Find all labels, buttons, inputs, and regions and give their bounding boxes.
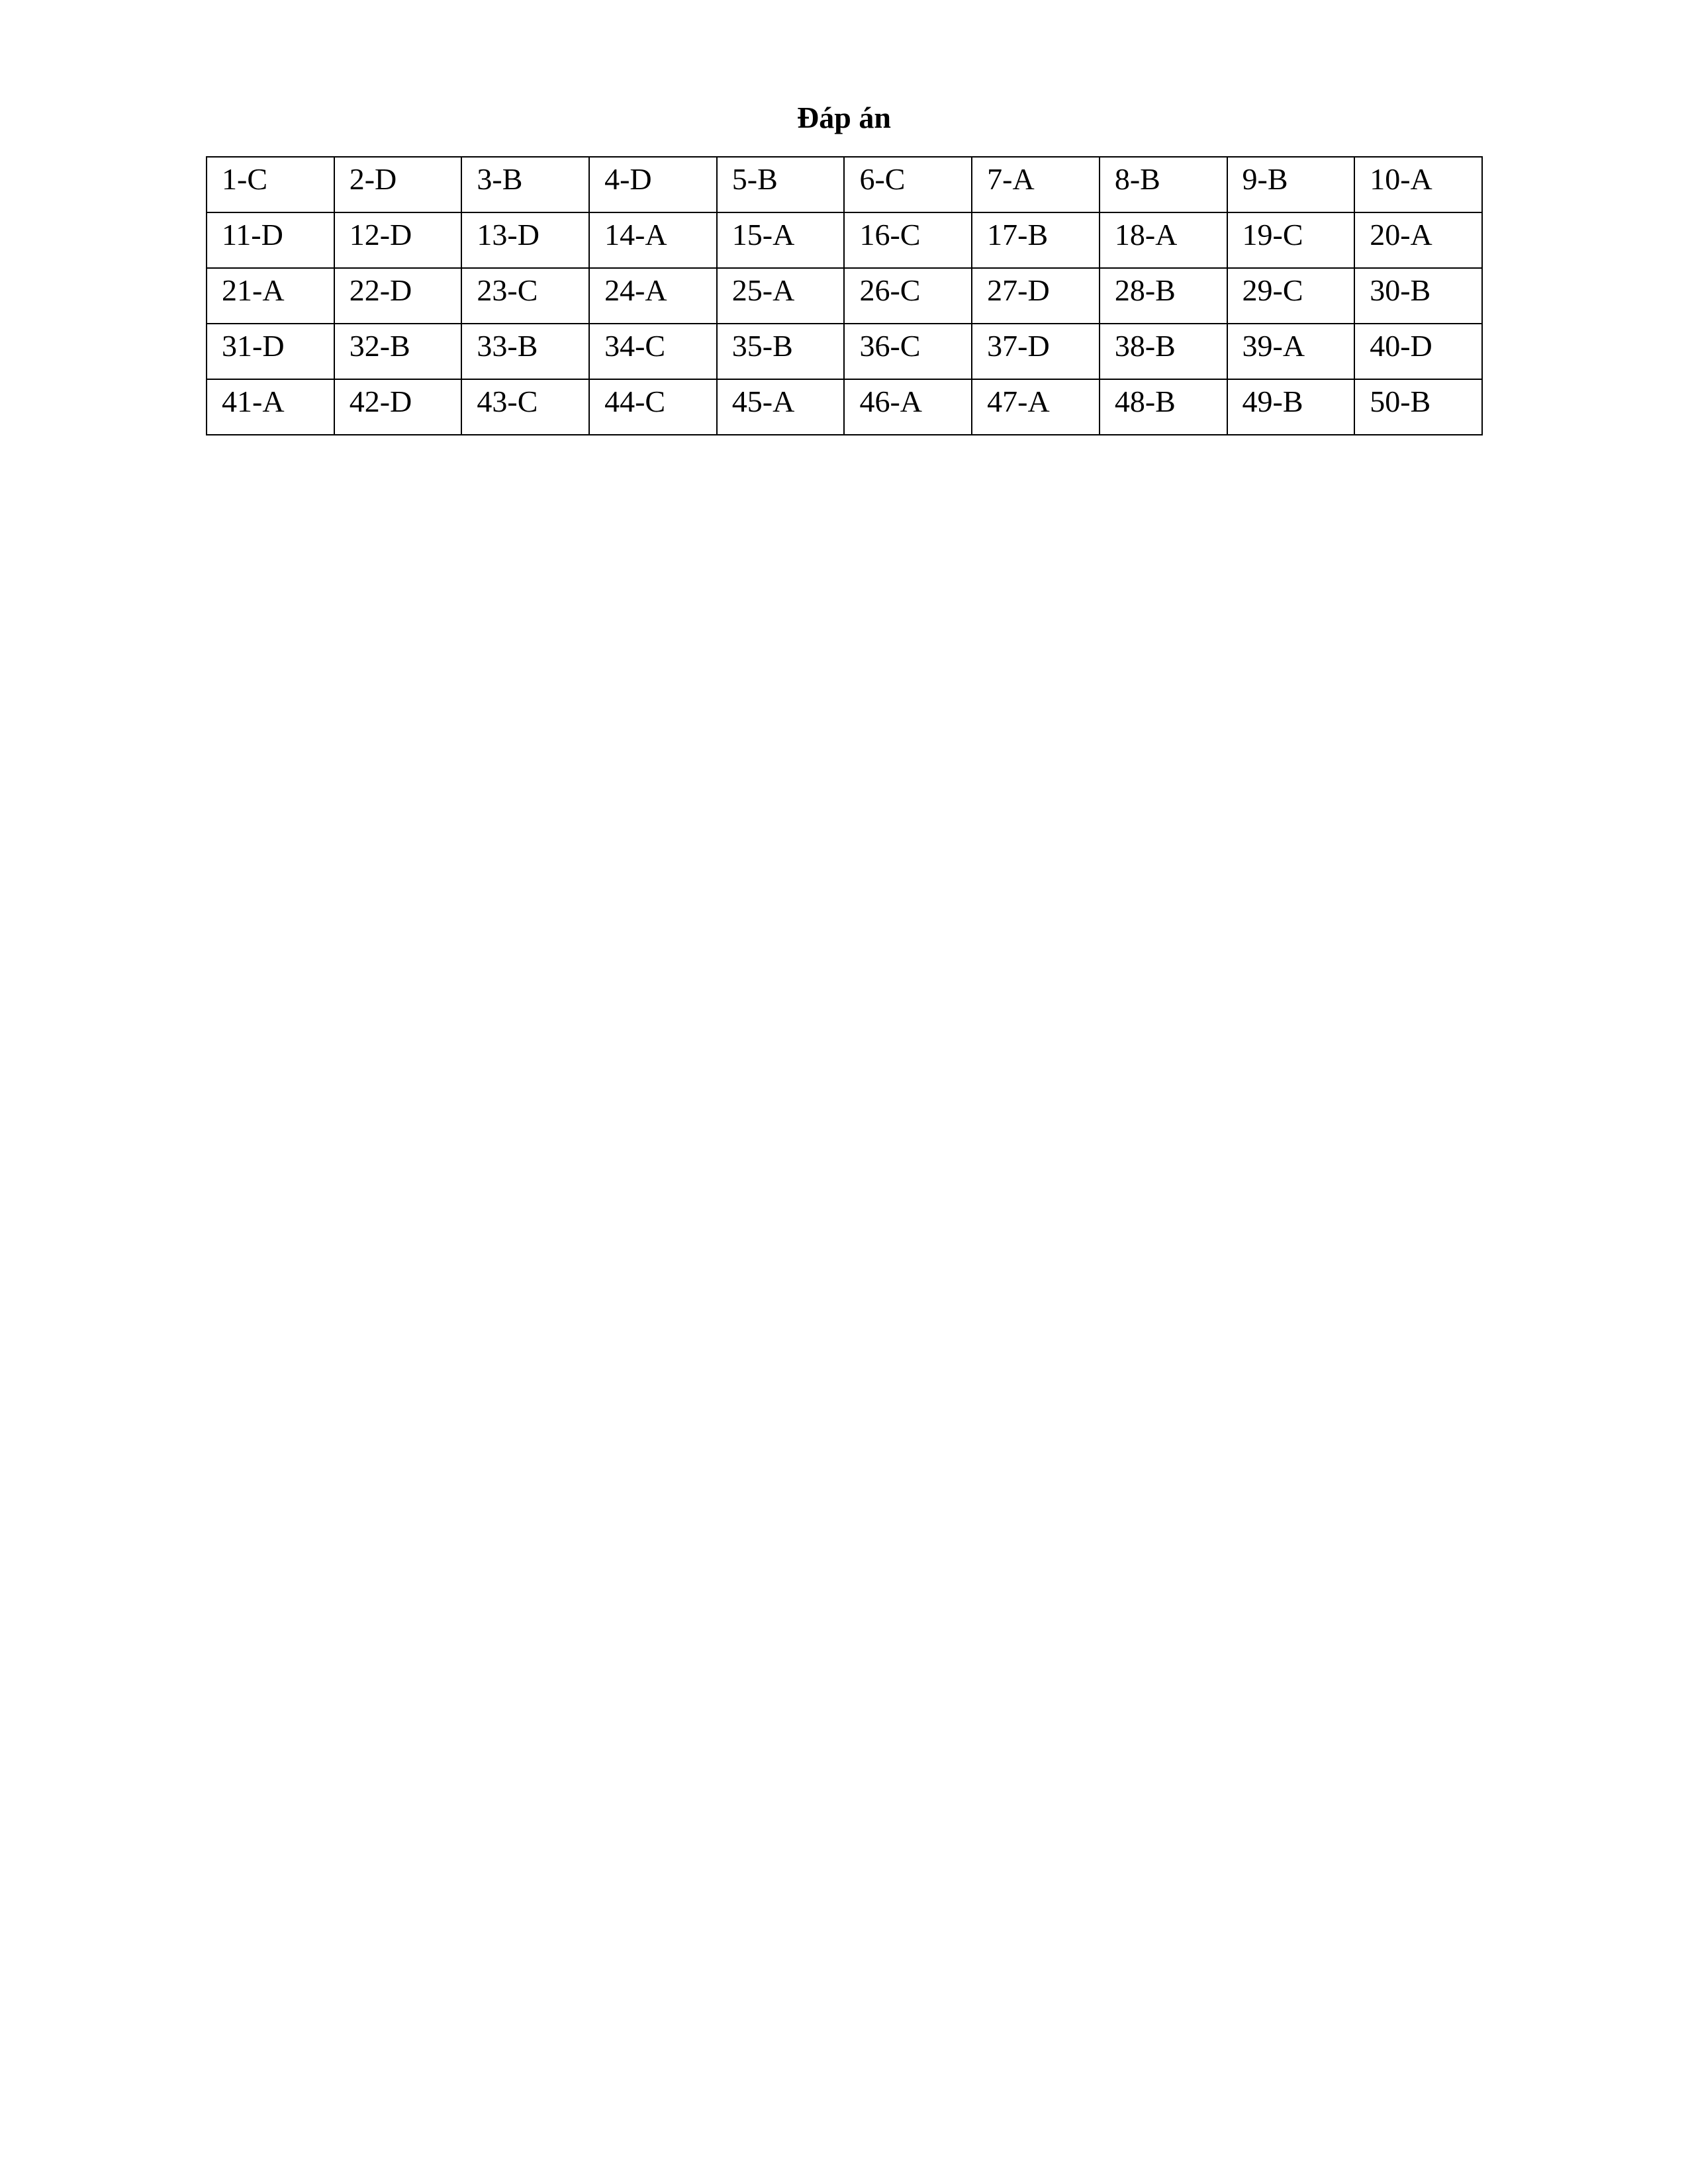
answer-cell: 12-D xyxy=(334,212,462,268)
answer-cell: 33-B xyxy=(461,324,589,379)
answer-cell: 46-A xyxy=(844,379,972,435)
answer-cell: 26-C xyxy=(844,268,972,324)
answer-cell: 18-A xyxy=(1100,212,1227,268)
answer-cell: 31-D xyxy=(207,324,334,379)
answer-cell: 9-B xyxy=(1227,157,1355,212)
answer-cell: 30-B xyxy=(1354,268,1482,324)
answer-cell: 14-A xyxy=(589,212,717,268)
answer-cell: 10-A xyxy=(1354,157,1482,212)
table-row xyxy=(207,157,1482,212)
answer-cell: 38-B xyxy=(1100,324,1227,379)
answer-cell: 37-D xyxy=(972,324,1100,379)
answer-cell: 27-D xyxy=(972,268,1100,324)
table-row xyxy=(207,324,1482,379)
table-row xyxy=(207,268,1482,324)
answer-cell: 13-D xyxy=(461,212,589,268)
answer-cell: 41-A xyxy=(207,379,334,435)
answer-cell: 22-D xyxy=(334,268,462,324)
answer-cell: 2-D xyxy=(334,157,462,212)
table-row xyxy=(207,379,1482,435)
answer-cell: 15-A xyxy=(717,212,845,268)
answer-cell: 36-C xyxy=(844,324,972,379)
answer-cell: 19-C xyxy=(1227,212,1355,268)
answer-cell: 35-B xyxy=(717,324,845,379)
answer-cell: 44-C xyxy=(589,379,717,435)
answer-cell: 1-C xyxy=(207,157,334,212)
answer-cell: 47-A xyxy=(972,379,1100,435)
answer-cell: 11-D xyxy=(207,212,334,268)
answer-cell: 32-B xyxy=(334,324,462,379)
answer-cell: 39-A xyxy=(1227,324,1355,379)
answer-cell: 20-A xyxy=(1354,212,1482,268)
answer-cell: 16-C xyxy=(844,212,972,268)
answer-cell: 50-B xyxy=(1354,379,1482,435)
answer-table xyxy=(206,156,1483,435)
answer-cell: 17-B xyxy=(972,212,1100,268)
answer-cell: 42-D xyxy=(334,379,462,435)
answer-cell: 8-B xyxy=(1100,157,1227,212)
answer-cell: 3-B xyxy=(461,157,589,212)
answer-cell: 49-B xyxy=(1227,379,1355,435)
answer-cell: 25-A xyxy=(717,268,845,324)
answer-cell: 4-D xyxy=(589,157,717,212)
answer-cell: 43-C xyxy=(461,379,589,435)
answer-cell: 23-C xyxy=(461,268,589,324)
answer-cell: 40-D xyxy=(1354,324,1482,379)
answer-cell: 7-A xyxy=(972,157,1100,212)
page-title: Đáp án xyxy=(797,101,891,134)
answer-cell: 29-C xyxy=(1227,268,1355,324)
answer-cell: 6-C xyxy=(844,157,972,212)
answer-cell: 48-B xyxy=(1100,379,1227,435)
answer-cell: 24-A xyxy=(589,268,717,324)
answer-cell: 34-C xyxy=(589,324,717,379)
answer-cell: 28-B xyxy=(1100,268,1227,324)
answer-cell: 45-A xyxy=(717,379,845,435)
answer-cell: 5-B xyxy=(717,157,845,212)
answer-cell: 21-A xyxy=(207,268,334,324)
table-row xyxy=(207,212,1482,268)
